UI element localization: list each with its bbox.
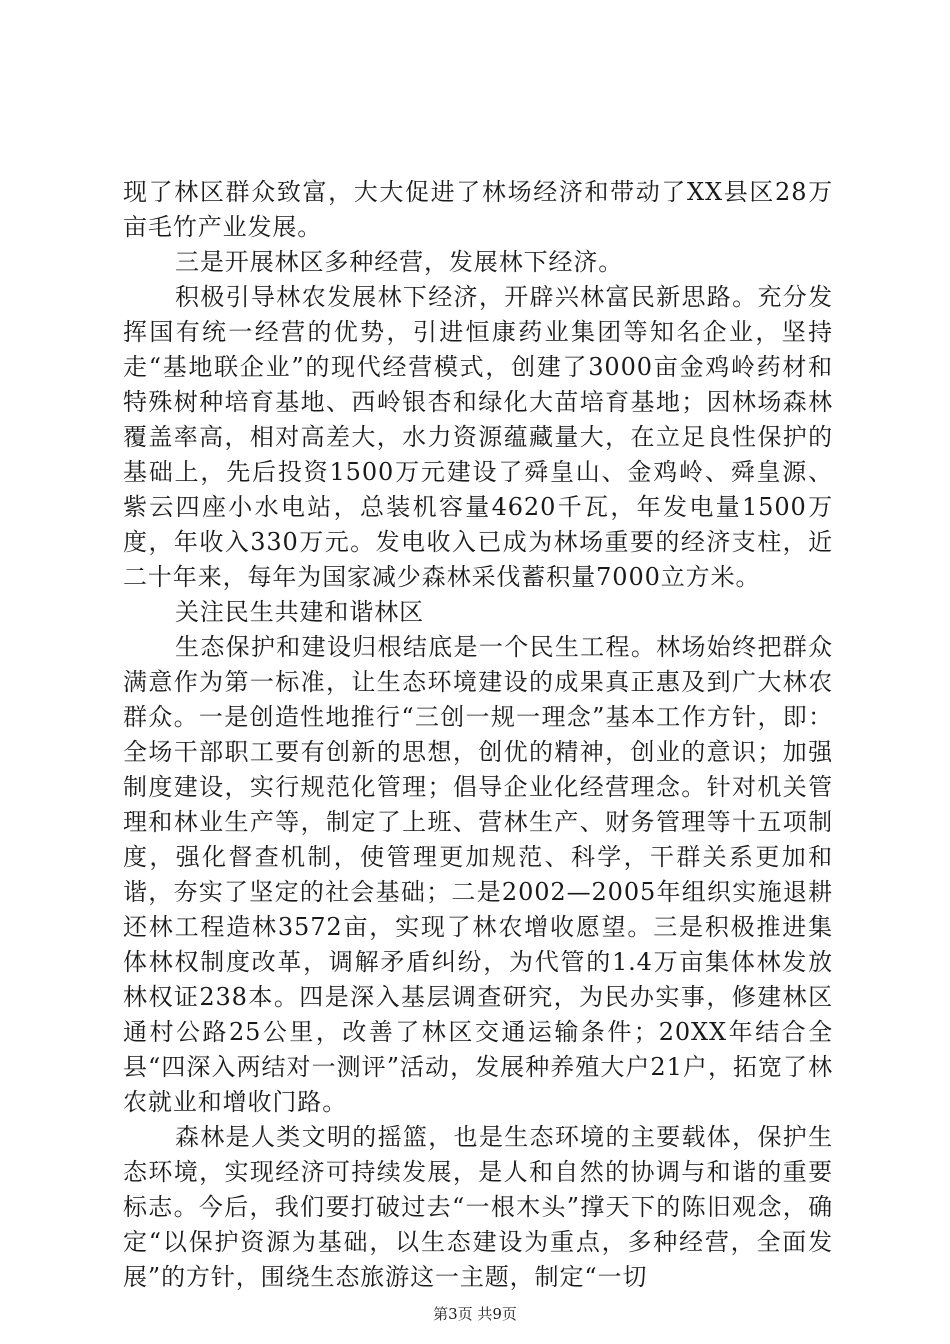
- section-heading-livelihood: 关注民生共建和谐林区: [175, 598, 424, 626]
- paragraph-understory-economy: 积极引导林农发展林下经济，开辟兴林富民新思路。充分发挥国有统一经营的优势，引进恒康药业集团等知名企业，坚持走“基地联企业”的现代经营模式，创建了3000亩金鸡岭药材和特殊树种培育基地、西岭银杏和绿化大苗培育基地；因林场森林覆盖率高，相对高差大，水力资源蕴藏量大，在立足良性保护的基础上，先后投资1500万元建设了舜皇山、金鸡岭、舜皇源、紫云四座小水电站，总装机容量4620千瓦，年发电量1500万度，年收入330万元。发电收入已成为林场重要的经济支柱，近二十年来，每年为国家减少森林采伐蓄积量7000立方米。: [123, 283, 833, 591]
- paragraph-continuation: 现了林区群众致富，大大促进了林场经济和带动了XX县区28万亩毛竹产业发展。: [123, 178, 833, 241]
- page-number-footer: 第3页 共9页: [433, 1305, 517, 1323]
- paragraph-heading-understory-economy: 三是开展林区多种经营，发展林下经济。: [175, 248, 624, 276]
- paragraph-livelihood: 生态保护和建设归根结底是一个民生工程。林场始终把群众满意作为第一标准，让生态环境建设的成果真正惠及到广大林农群众。一是创造性地推行“三创一规一理念”基本工作方针，即：全场干部职工要有创新的思想，创优的精神，创业的意识；加强制度建设，实行规范化管理；倡导企业化经营理念。针对机关管理和林业生产等，制定了上班、营林生产、财务管理等十五项制度，强化督查机制，使管理更加规范、科学，干群关系更加和谐，夯实了坚定的社会基础；二是2002—2005年组织实施退耕还林工程造林3572亩，实现了林农增收愿望。三是积极推进集体林权制度改革，调解矛盾纠纷，为代管的1.4万亩集体林发放林权证238本。四是深入基层调查研究，为民办实事，修建林区通村公路25公里，改善了林区交通运输条件；20XX年结合全县“四深入两结对一测评”活动，发展种养殖大户21户，拓宽了林农就业和增收门路。: [123, 633, 833, 1116]
- paragraph-forest-civilization: 森林是人类文明的摇篮，也是生态环境的主要载体，保护生态环境，实现经济可持续发展，是人和自然的协调与和谐的重要标志。今后，我们要打破过去“一根木头”撑天下的陈旧观念，确定“以保护资源为基础，以生态建设为重点，多种经营，全面发展”的方针，围绕生态旅游这一主题，制定“一切: [123, 1123, 833, 1291]
- document-body: [123, 175, 833, 1295]
